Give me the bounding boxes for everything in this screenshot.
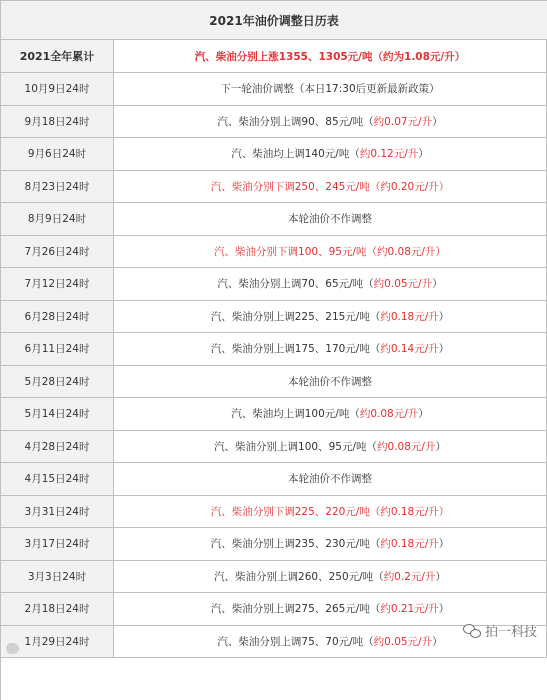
table-row <box>1 431 547 464</box>
table-row <box>1 561 547 594</box>
adjustment-cell <box>114 268 547 300</box>
adjustment-cell: 下一轮油价调整（本日17:30后更新最新政策） <box>114 73 547 105</box>
date-cell: 7月26日24时 <box>1 236 114 268</box>
adjustment-cell <box>114 138 547 170</box>
per-liter-text: 约0.2元/升 <box>383 570 436 583</box>
date-cell: 2021全年累计 <box>1 40 114 72</box>
adjustment-text: 汽、柴油分别上调175、170元/吨（ <box>210 343 381 356</box>
per-liter-text: 约0.08元/升 <box>359 408 419 421</box>
date-cell: 2月18日24时 <box>1 593 114 625</box>
watermark-text: 拍一科技 <box>484 625 537 640</box>
date-cell: 8月9日24时 <box>1 203 114 235</box>
table-row <box>1 463 547 496</box>
table-row <box>1 301 547 334</box>
per-liter-text: 约0.05元/升 <box>373 635 433 648</box>
adjustment-cell <box>114 301 547 333</box>
adjustment-cell <box>114 561 547 593</box>
closing-paren: ） <box>438 538 450 551</box>
per-liter-text: 约0.08元/升 <box>377 440 436 453</box>
table-row <box>1 203 547 236</box>
wechat-icon <box>463 624 481 638</box>
date-cell: 5月14日24时 <box>1 398 114 430</box>
date-cell: 3月17日24时 <box>1 528 114 560</box>
closing-paren: ） <box>418 408 429 421</box>
adjustment-cell <box>114 431 547 463</box>
adjustment-text: 汽、柴油分别上调90、85元/吨（ <box>217 115 374 128</box>
date-cell: 1月29日24时 <box>1 626 114 658</box>
adjustment-cell <box>114 333 547 365</box>
date-cell: 6月11日24时 <box>1 333 114 365</box>
per-liter-text: 约0.05元/升 <box>373 278 433 291</box>
table-row <box>1 106 547 139</box>
table-row <box>1 398 547 431</box>
adjustment-cell: 汽、柴油分别下调225、220元/吨（约0.18元/升） <box>114 496 547 528</box>
closing-paren: ） <box>418 148 429 161</box>
adjustment-cell: 汽、柴油分别下调250、245元/吨（约0.20元/升） <box>114 171 547 203</box>
date-cell: 9月18日24时 <box>1 106 114 138</box>
table-row <box>1 528 547 561</box>
adjustment-cell: 本轮油价不作调整 <box>114 203 547 235</box>
adjustment-cell <box>114 593 547 625</box>
date-cell: 4月28日24时 <box>1 431 114 463</box>
adjustment-cell: 汽、柴油分别下调100、95元/吨（约0.08元/升） <box>114 236 547 268</box>
table-row <box>1 138 547 171</box>
closing-paren: ） <box>438 603 450 616</box>
adjustment-cell <box>114 528 547 560</box>
table-row <box>1 496 547 529</box>
adjustment-text: 汽、柴油分别上调75、70元/吨（ <box>217 635 374 648</box>
watermark-logo-icon <box>6 643 19 654</box>
closing-paren: ） <box>435 440 446 453</box>
date-cell: 4月15日24时 <box>1 463 114 495</box>
adjustment-text: 汽、柴油均上调100元/吨（ <box>231 408 360 421</box>
adjustment-text: 汽、柴油分别上调225、215元/吨（ <box>210 310 381 323</box>
adjustment-cell: 本轮油价不作调整 <box>114 366 547 398</box>
adjustment-cell: 本轮油价不作调整 <box>114 463 547 495</box>
closing-paren: ） <box>438 343 450 356</box>
adjustment-text: 汽、柴油分别上调275、265元/吨（ <box>210 603 381 616</box>
adjustment-cell: 汽、柴油分别上涨1355、1305元/吨（约为1.08元/升） <box>114 40 547 72</box>
per-liter-text: 约0.14元/升 <box>380 343 439 356</box>
per-liter-text: 约0.07元/升 <box>373 115 433 128</box>
per-liter-text: 约0.18元/升 <box>380 538 439 551</box>
table-row <box>1 333 547 366</box>
closing-paren: ） <box>432 278 443 291</box>
adjustment-text: 汽、柴油分别上调235、230元/吨（ <box>210 538 381 551</box>
date-cell: 8月23日24时 <box>1 171 114 203</box>
adjustment-text: 汽、柴油分别上调100、95元/吨（ <box>214 440 378 453</box>
table-row <box>1 73 547 106</box>
adjustment-cell <box>114 106 547 138</box>
per-liter-text: 约0.21元/升 <box>380 603 439 616</box>
table-row <box>1 40 547 73</box>
closing-paren: ） <box>435 570 446 583</box>
watermark-right <box>463 621 537 640</box>
table-row <box>1 268 547 301</box>
closing-paren: ） <box>432 635 443 648</box>
date-cell: 3月3日24时 <box>1 561 114 593</box>
watermark-left <box>6 643 19 654</box>
table-row <box>1 171 547 204</box>
date-cell: 10月9日24时 <box>1 73 114 105</box>
date-cell: 5月28日24时 <box>1 366 114 398</box>
per-liter-text: 约0.12元/升 <box>359 148 419 161</box>
table-title: 2021年油价调整日历表 <box>1 0 547 40</box>
date-cell: 7月12日24时 <box>1 268 114 300</box>
table-row <box>1 236 547 269</box>
date-cell: 6月28日24时 <box>1 301 114 333</box>
per-liter-text: 约0.18元/升 <box>380 310 439 323</box>
table-row <box>1 366 547 399</box>
adjustment-text: 汽、柴油均上调140元/吨（ <box>231 148 360 161</box>
closing-paren: ） <box>432 115 443 128</box>
date-cell: 3月31日24时 <box>1 496 114 528</box>
adjustment-text: 汽、柴油分别上调260、250元/吨（ <box>214 570 384 583</box>
adjustment-cell <box>114 398 547 430</box>
adjustment-text: 汽、柴油分别上调70、65元/吨（ <box>217 278 374 291</box>
date-cell: 9月6日24时 <box>1 138 114 170</box>
closing-paren: ） <box>438 310 450 323</box>
